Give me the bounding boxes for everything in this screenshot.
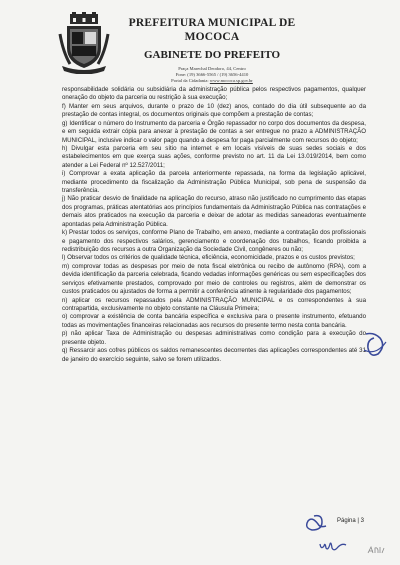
paragraph: f) Manter em seus arquivos, durante o prazo de 10 (dez) anos, contado do dia útil subsequente ao da prestação de contas integral, os documentos originais que compõem a prestação de contas; <box>62 102 366 119</box>
portal-prefix: Portal da Cidadania: <box>171 77 210 83</box>
letterhead <box>0 0 400 84</box>
institution-title: PREFEITURA MUNICIPAL DE MOCOCA <box>128 17 296 43</box>
margin-signature-mark <box>360 330 390 360</box>
page-number: Página | 3 <box>337 518 364 524</box>
phone-line: Fone: (19) 3666-5565 / (19) 3656-4410 <box>175 71 249 77</box>
address-line: Praça Marechal Deodoro, 44, Centro <box>178 66 246 71</box>
handwritten-signature <box>318 538 348 554</box>
department-title: GABINETE DO PREFEITO <box>143 49 281 61</box>
municipal-coat-of-arms-icon <box>58 12 110 74</box>
paragraph: p) não aplicar Taxa de Administração ou despesas administrativas como condição para a execução do presente objeto. <box>62 330 366 346</box>
paragraph: k) Prestar todos os serviços, conforme Plano de Trabalho, em anexo, mediante a contratação dos profissionais e pagamento dos respectivos salários, gerenciamento e coordenação dos trabalhos, ficando proibida a redistribuição dos recursos a outra Organização da Sociedade Civil, congêneres ou não; <box>62 229 366 254</box>
initials-signature <box>300 512 330 538</box>
portal-link[interactable]: www.mococa.sp.gov.br <box>209 77 253 83</box>
paragraph: l) Observar todos os critérios de qualidade técnica, eficiência, economicidade, prazos e os custos previstos; <box>62 254 355 262</box>
paragraph: q) Ressarcir aos cofres públicos os saldos remanescentes decorrentes das aplicações correspondentes até 31 de janeiro do exercício seguinte, salvo se forem utilizados. <box>62 347 366 363</box>
paragraph: j) Não praticar desvio de finalidade na aplicação do recurso, atraso não justificado no cumprimento das etapas dos programas, práticas atentatórias aos princípios fundamentais da Administração Pública nas contratações e demais atos praticados na execução da parceria e deixar de adotar as medidas saneadoras eventualmente apontadas pela Administração Pública. <box>62 195 366 228</box>
paragraph: n) aplicar os recursos repassados pela ADMINISTRAÇÃO MUNICIPAL e os correspondentes à sua contrapartida, exclusivamente no objeto constante na Cláusula Primeira; <box>62 296 366 312</box>
letterhead-text <box>112 16 312 83</box>
paragraph: responsabilidade solidária ou subsidiária da administração pública pelos respectivos pagamentos, qualquer oneração do objeto da parceria ou restrição à sua execução; <box>62 86 366 102</box>
paragraph: m) comprovar todas as despesas por meio de nota fiscal eletrônica ou recibo de autônomo (RPA), com a devida identificação da parceria celebrada, ficando vedadas informações genéricas ou sem especificações dos serviços efetivamente prestados, comprovado por meio de controles ou registros, além de demonstrar os custos praticados ou ajustados de forma a permitir a conferência atinente à regularidade dos pagamentos; <box>62 262 366 296</box>
paragraph: h) Divulgar esta parceria em seu sítio na internet e em locais visíveis de suas sedes sociais e dos estabelecimentos em que exerça suas ações, conforme previsto no art. 11 da Lei 13.019/2014, bem como atender a Lei Federal nº 12.527/2011; <box>62 144 366 169</box>
paragraph: o) comprovar a existência de conta bancária específica e exclusiva para o presente instrumento, efetuando todas as movimentações financeiras relacionadas aos recursos do presente termo nesta conta bancária. <box>62 313 366 329</box>
document-body <box>62 86 366 364</box>
pencil-annotation <box>366 544 386 556</box>
contact-block <box>112 66 312 83</box>
paragraph: g) Identificar o número do Instrumento da parceria e Órgão repassador no corpo dos documentos da despesa, e em seguida extrair cópia para anexar à prestação de contas a ser entregue no prazo a ADMINISTRAÇÃO MUNICIPAL, inclusive indicar o valor pago quando a despesa for paga parcialmente com recursos do objeto; <box>62 119 366 144</box>
portal-line <box>112 78 312 84</box>
paragraph: i) Comprovar a exata aplicação da parcela anteriormente repassada, na forma da legislação aplicável, mediante procedimento da fiscalização da Administração Pública Municipal, sob pena de suspensão da transferência. <box>62 170 366 195</box>
